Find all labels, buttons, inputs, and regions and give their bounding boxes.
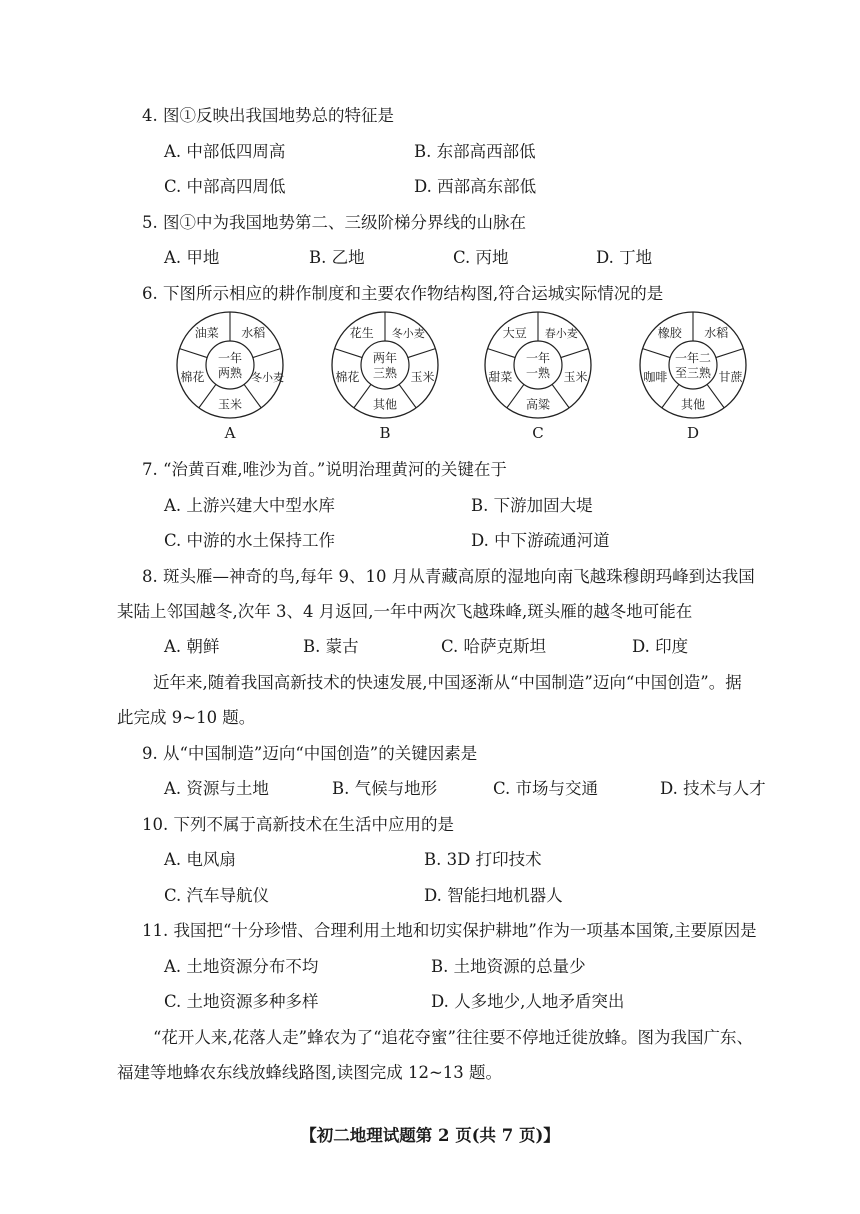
intro-12-13-line-1: “花开人来,花落人走”蜂农为了“追花夺蜜”往往要不停地迁徙放蜂。图为我国广东、: [153, 1028, 753, 1047]
wheel-divider: [253, 349, 281, 358]
question-9-option-d[interactable]: D. 技术与人才: [660, 779, 766, 798]
wheel-divider: [643, 349, 671, 358]
wheel-segment-label: 玉米: [563, 370, 588, 385]
wheel-segment-label: 春小麦: [544, 327, 578, 341]
wheel-center-text: 三熟: [372, 366, 398, 380]
wheel-center-text: 至三熟: [674, 366, 712, 380]
wheel-segment-label: 大豆: [502, 326, 527, 341]
wheel-segment-label: 玉米: [410, 370, 435, 385]
question-5-option-b[interactable]: B. 乙地: [309, 248, 365, 267]
question-7-option-a[interactable]: A. 上游兴建大中型水库: [164, 496, 335, 515]
wheel-option-label[interactable]: C: [532, 424, 544, 440]
wheel-divider: [716, 349, 744, 358]
question-11-option-c[interactable]: C. 土地资源多种多样: [164, 992, 319, 1011]
question-9-stem: 9. 从“中国制造”迈向“中国创造”的关键因素是: [142, 744, 478, 763]
wheel-segment-label: 水稻: [704, 326, 729, 341]
question-4-option-c[interactable]: C. 中部高四周低: [164, 177, 286, 196]
wheel-segment-label: 棉花: [335, 370, 360, 385]
wheel-center-text: 两熟: [217, 366, 243, 380]
question-11-option-a[interactable]: A. 土地资源分布不均: [164, 957, 319, 976]
wheel-segment-label: 花生: [349, 326, 374, 341]
question-5-stem: 5. 图①中为我国地势第二、三级阶梯分界线的山脉在: [142, 213, 526, 232]
question-4-option-b[interactable]: B. 东部高西部低: [414, 142, 536, 161]
wheel-segment-label: 高粱: [525, 397, 551, 412]
wheel-segment-label: 油菜: [194, 326, 219, 341]
intro-9-10-line-2: 此完成 9~10 题。: [117, 708, 256, 727]
wheel-center-text: 一年: [525, 351, 551, 365]
question-7-option-d[interactable]: D. 中下游疏通河道: [471, 531, 610, 550]
question-10-option-d[interactable]: D. 智能扫地机器人: [424, 886, 563, 905]
question-8-option-c[interactable]: C. 哈萨克斯坦: [441, 637, 547, 656]
wheel-inner-ring: [514, 341, 562, 389]
wheel-inner-ring: [206, 341, 254, 389]
wheel-option-label[interactable]: B: [379, 424, 391, 440]
wheel-segment-label: 水稻: [241, 326, 266, 341]
question-7-stem: 7. “治黄百难,唯沙为首。”说明治理黄河的关键在于: [142, 460, 507, 479]
wheel-center-text: 一熟: [525, 366, 551, 380]
wheel-divider: [180, 349, 208, 358]
wheel-divider: [507, 384, 524, 407]
wheel-divider: [561, 349, 589, 358]
wheel-divider: [488, 349, 516, 358]
wheel-segment-label: 其他: [372, 397, 398, 412]
wheel-b: [332, 312, 438, 440]
question-11-option-d[interactable]: D. 人多地少,人地矛盾突出: [431, 992, 625, 1011]
question-4-option-d[interactable]: D. 西部高东部低: [414, 177, 537, 196]
wheel-divider: [552, 384, 569, 407]
question-8-stem-line-1: 8. 斑头雁—神奇的鸟,每年 9、10 月从青藏高原的湿地向南飞越珠穆朗玛峰到达我国: [142, 567, 755, 586]
wheel-divider: [662, 384, 679, 407]
question-9-option-a[interactable]: A. 资源与土地: [164, 779, 269, 798]
wheel-segment-label: 咖啡: [643, 370, 668, 385]
question-11-stem: 11. 我国把“十分珍惜、合理利用土地和切实保护耕地”作为一项基本国策,主要原因是: [142, 921, 757, 940]
wheel-option-label[interactable]: A: [224, 424, 236, 440]
wheel-segment-label: 橡胶: [657, 326, 682, 341]
wheel-divider: [408, 349, 436, 358]
question-6-stem: 6. 下图所示相应的耕作制度和主要农作物结构图,符合运城实际情况的是: [142, 284, 664, 303]
wheel-segment-label: 其他: [680, 397, 706, 412]
wheel-option-label[interactable]: D: [686, 424, 700, 440]
question-10-option-c[interactable]: C. 汽车导航仪: [164, 886, 270, 905]
question-8-option-d[interactable]: D. 印度: [632, 637, 689, 656]
wheel-c: [485, 312, 591, 440]
question-9-option-b[interactable]: B. 气候与地形: [332, 779, 438, 798]
crop-structure-wheels: [0, 310, 860, 440]
question-8-option-b[interactable]: B. 蒙古: [303, 637, 359, 656]
wheel-center-text: 两年: [372, 351, 398, 365]
wheel-a: [177, 312, 284, 440]
wheel-segment-label: 棉花: [180, 370, 205, 385]
intro-9-10-line-1: 近年来,随着我国高新技术的快速发展,中国逐渐从“中国制造”迈向“中国创造”。据: [153, 673, 742, 692]
page-footer: 【初二地理试题第 2 页(共 7 页)】: [300, 1126, 560, 1145]
wheel-segment-label: 甘蔗: [718, 370, 743, 385]
wheel-segment-label: 冬小麦: [251, 371, 285, 385]
question-9-option-c[interactable]: C. 市场与交通: [493, 779, 599, 798]
wheel-inner-ring: [669, 341, 717, 389]
question-10-option-a[interactable]: A. 电风扇: [164, 850, 236, 869]
question-10-stem: 10. 下列不属于高新技术在生活中应用的是: [142, 815, 454, 834]
wheel-center-text: 一年二: [674, 351, 712, 365]
wheel-divider: [244, 384, 261, 407]
wheel-divider: [354, 384, 371, 407]
wheel-segment-label: 玉米: [217, 397, 243, 412]
question-8-stem-line-2: 某陆上邻国越冬,次年 3、4 月返回,一年中两次飞越珠峰,斑头雁的越冬地可能在: [117, 602, 693, 621]
question-7-option-c[interactable]: C. 中游的水土保持工作: [164, 531, 336, 550]
wheel-center-text: 一年: [217, 351, 243, 365]
wheel-divider: [335, 349, 363, 358]
wheel-divider: [707, 384, 724, 407]
question-7-option-b[interactable]: B. 下游加固大堤: [471, 496, 593, 515]
wheel-segment-label: 冬小麦: [391, 327, 425, 341]
wheel-inner-ring: [361, 341, 409, 389]
question-5-option-c[interactable]: C. 丙地: [453, 248, 509, 267]
wheel-segment-label: 甜菜: [488, 370, 513, 385]
question-4-stem: 4. 图①反映出我国地势总的特征是: [142, 106, 394, 125]
question-5-option-d[interactable]: D. 丁地: [596, 248, 653, 267]
question-8-option-a[interactable]: A. 朝鲜: [164, 637, 220, 656]
wheel-divider: [199, 384, 216, 407]
question-4-option-a[interactable]: A. 中部低四周高: [164, 142, 286, 161]
question-11-option-b[interactable]: B. 土地资源的总量少: [431, 957, 586, 976]
wheel-divider: [399, 384, 416, 407]
question-10-option-b[interactable]: B. 3D 打印技术: [424, 850, 542, 869]
intro-12-13-line-2: 福建等地蜂农东线放蜂线路图,读图完成 12~13 题。: [117, 1063, 503, 1082]
wheel-d: [640, 312, 746, 440]
question-5-option-a[interactable]: A. 甲地: [164, 248, 220, 267]
